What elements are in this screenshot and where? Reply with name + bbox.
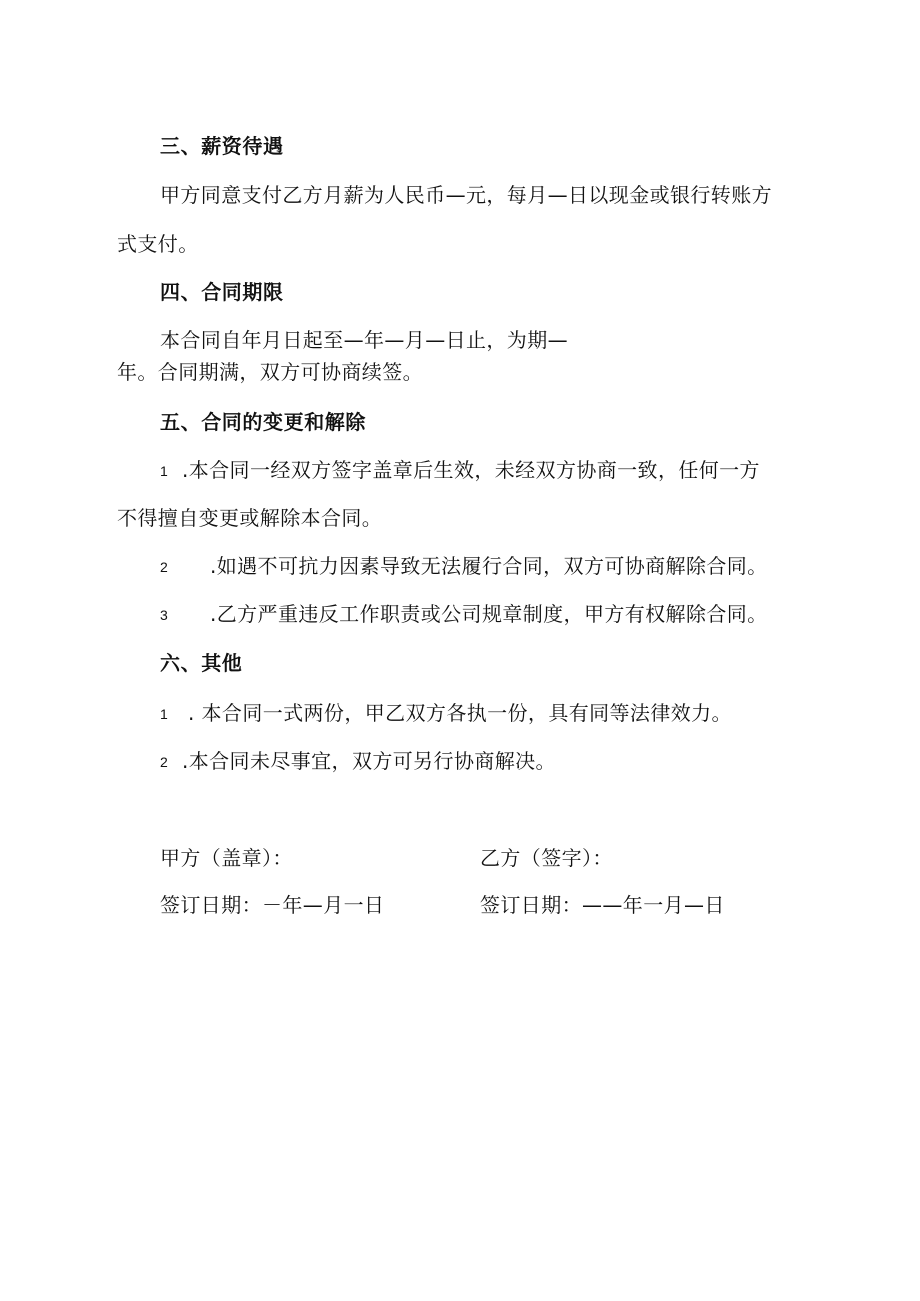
party-a-signature-label: 甲方（盖章）： — [160, 846, 293, 870]
list-item-text: .如遇不可抗力因素导致无法履行合同，双方可协商解除合同。 — [210, 554, 768, 578]
list-number: 2 — [160, 754, 169, 770]
section-heading-other: 六、其他 — [160, 651, 243, 675]
other-item-1 — [160, 701, 732, 726]
section-heading-change: 五、合同的变更和解除 — [160, 410, 366, 434]
list-item-text: .本合同一经双方签字盖章后生效，未经双方协商一致，任何一方 — [182, 458, 760, 482]
change-item-1-line1 — [160, 458, 760, 483]
list-number: 3 — [160, 607, 169, 623]
term-paragraph-line2: 年。合同期满，双方可协商续签。 — [117, 360, 423, 384]
salary-paragraph-line1: 甲方同意支付乙方月薪为人民币—元，每月—日以现金或银行转账方 — [160, 183, 772, 207]
section-heading-salary: 三、薪资待遇 — [160, 134, 284, 158]
list-number: 1 — [160, 463, 169, 479]
list-number: 2 — [160, 559, 169, 575]
list-item-text: .乙方严重违反工作职责或公司规章制度，甲方有权解除合同。 — [210, 602, 768, 626]
section-heading-term: 四、合同期限 — [160, 280, 284, 304]
change-item-3 — [160, 602, 768, 627]
list-item-text: .本合同未尽事宜，双方可另行协商解决。 — [182, 749, 556, 773]
change-item-2 — [160, 554, 768, 579]
term-paragraph-line1: 本合同自年月日起至—年—月—日止，为期— — [160, 328, 568, 352]
list-number: 1 — [160, 706, 169, 722]
party-b-signature-label: 乙方（签字）： — [480, 846, 613, 870]
party-b-sign-date: 签订日期：——年一月—日 — [480, 893, 725, 917]
other-item-2 — [160, 749, 556, 774]
salary-paragraph-line2: 式支付。 — [117, 232, 199, 256]
change-item-1-line2: 不得擅自变更或解除本合同。 — [117, 506, 383, 530]
party-a-sign-date: 签订日期：－年—月一日 — [160, 893, 385, 917]
list-item-text: . 本合同一式两份，甲乙双方各执一份，具有同等法律效力。 — [188, 701, 732, 725]
